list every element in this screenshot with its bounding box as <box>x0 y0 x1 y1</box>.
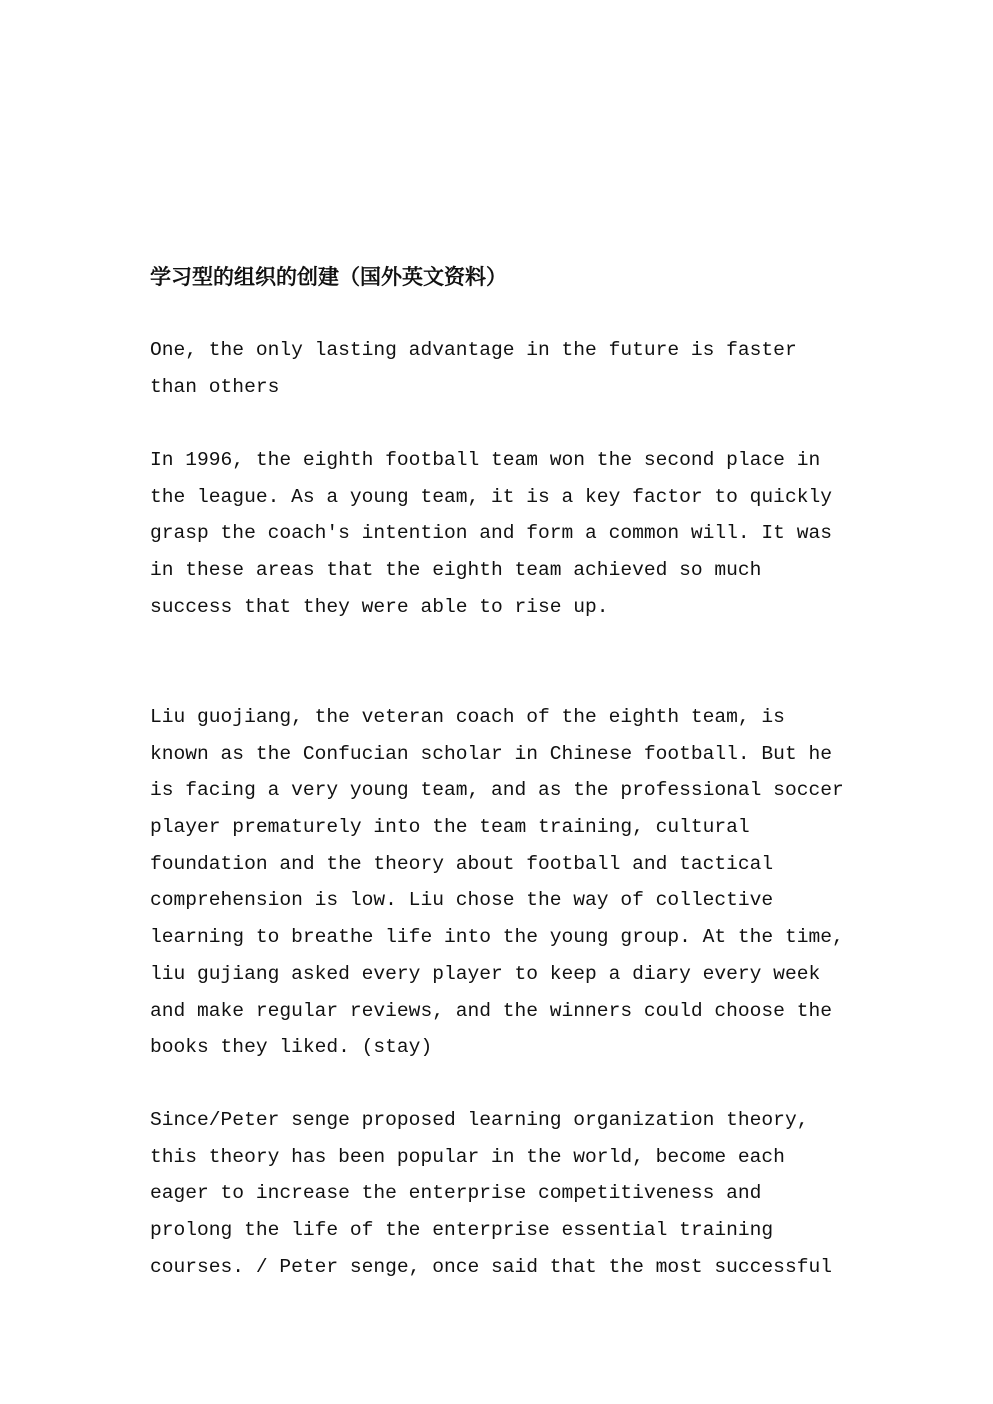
text-line: the league. As a young team, it is a key factor to quickly <box>150 485 832 508</box>
text-line: success that they were able to rise up. <box>150 595 609 618</box>
text-line: prolong the life of the enterprise essential training <box>150 1219 774 1242</box>
text-line: learning to breathe life into the young group. At the time, <box>150 926 844 949</box>
text-line: and make regular reviews, and the winners could choose the <box>150 999 832 1022</box>
text-line: in these areas that the eighth team achieved so much <box>150 559 762 582</box>
text-line: player prematurely into the team training, cultural <box>150 816 750 839</box>
text-line: eager to increase the enterprise competitiveness and <box>150 1182 762 1205</box>
text-line: Since/Peter senge proposed learning organization theory, <box>150 1109 809 1131</box>
paragraph-senge <box>150 1102 832 1285</box>
text-line: grasp the coach's intention and form a common will. It was <box>150 522 832 545</box>
text-line: comprehension is low. Liu chose the way of collective <box>150 889 774 912</box>
text-line: books they liked. (stay) <box>150 1036 433 1059</box>
text-line: than others <box>150 375 280 398</box>
text-line: Liu guojiang, the veteran coach of the eighth team, is <box>150 706 785 728</box>
paragraph-intro <box>150 332 797 405</box>
paragraph-coach <box>150 699 844 1066</box>
page-title: 学习型的组织的创建（国外英文资料） <box>150 264 507 289</box>
text-line: known as the Confucian scholar in Chinese football. But he <box>150 742 832 765</box>
text-line: is facing a very young team, and as the professional soccer <box>150 779 844 802</box>
text-line: In 1996, the eighth football team won the second place in <box>150 449 821 471</box>
text-line: One, the only lasting advantage in the future is faster <box>150 339 797 361</box>
text-line: courses. / Peter senge, once said that the most successful <box>150 1255 832 1278</box>
text-line: foundation and the theory about football and tactical <box>150 852 774 875</box>
paragraph-football-team <box>150 442 832 625</box>
text-line: liu gujiang asked every player to keep a diary every week <box>150 962 821 985</box>
text-line: this theory has been popular in the world, become each <box>150 1145 785 1168</box>
